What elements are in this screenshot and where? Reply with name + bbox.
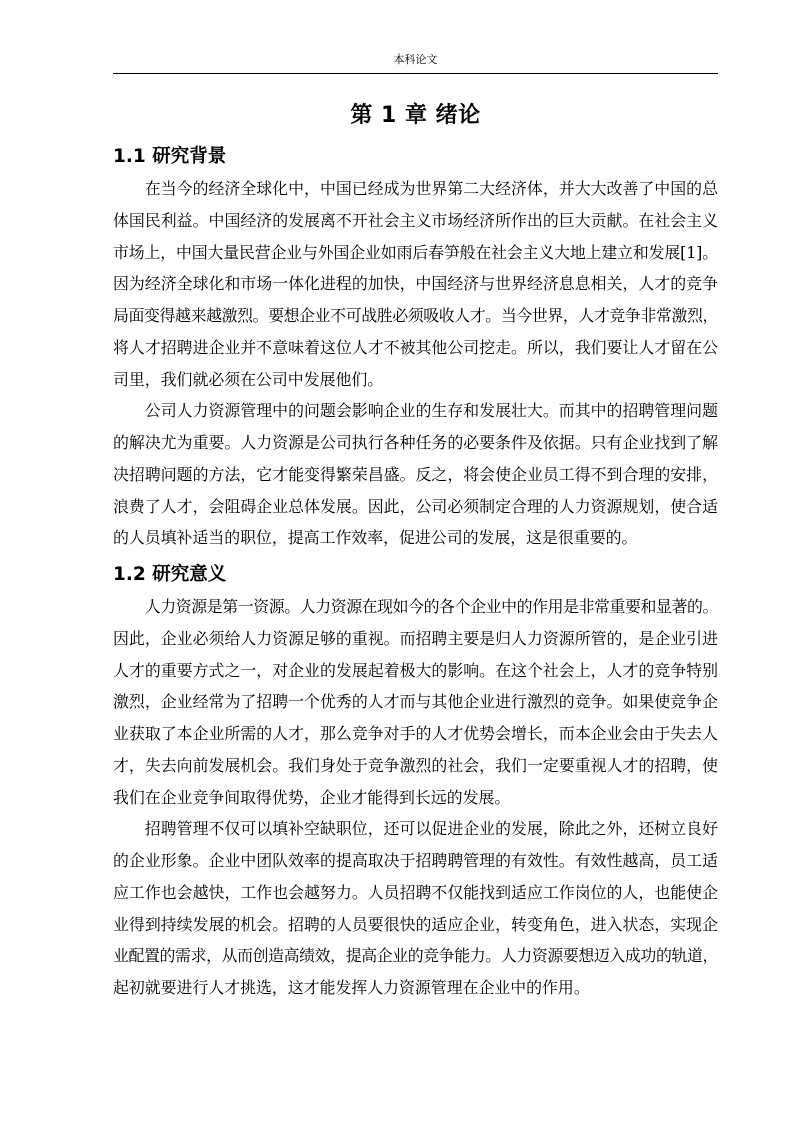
text-line xyxy=(113,522,718,554)
section-heading: 1.1 研究背景 xyxy=(113,146,227,167)
section-2 xyxy=(113,559,718,1004)
line-text: 市场上，中国大量民营企业与外国企业如雨后春笋般在社会主义大地上建立和发展[1]。 xyxy=(113,242,718,262)
paragraph xyxy=(113,591,718,813)
text-line xyxy=(113,813,718,845)
header-rule xyxy=(113,73,718,74)
paragraph xyxy=(113,395,718,554)
line-text: 因为经济全球化和市场一体化进程的加快，中国经济与世界经济息息相关，人才的竞争 xyxy=(113,274,718,294)
line-text: 业获取了本企业所需的人才，那么竞争对手的人才优势会增长，而本企业会由于失去人 xyxy=(113,724,718,743)
text-line xyxy=(113,491,718,523)
text-line xyxy=(113,718,718,750)
line-text: 业配置的需求，从而创造高绩效，提高企业的竞争能力。人力资源要想迈入成功的轨道， xyxy=(113,946,718,966)
line-text: 浪费了人才，会阻碍企业总体发展。因此，公司必须制定合理的人力资源规划，使合适 xyxy=(113,496,718,516)
text-line xyxy=(113,591,718,623)
line-text: 应工作也会越快，工作也会越努力。人员招聘不仅能找到适应工作岗位的人，也能使企 xyxy=(113,882,718,902)
section-1 xyxy=(113,141,718,554)
text-line xyxy=(113,686,718,718)
line-text: 决招聘问题的方法，它才能变得繁荣昌盛。反之，将会使企业员工得不到合理的安排， xyxy=(113,464,718,484)
line-text: 的人员填补适当的职位，提高工作效率，促进公司的发展，这是很重要的。 xyxy=(113,528,638,548)
page-body xyxy=(113,96,718,1004)
text-line xyxy=(113,940,718,972)
text-line xyxy=(113,268,718,300)
line-text: 才，失去向前发展机会。我们身处于竞争激烈的社会，我们一定要重视人才的招聘，使 xyxy=(113,755,718,775)
text-line xyxy=(113,972,718,1004)
text-line xyxy=(113,427,718,459)
chapter-title: 第 1 章 绪论 xyxy=(350,103,481,128)
text-line xyxy=(113,623,718,655)
text-line xyxy=(113,395,718,427)
running-header: 本科论文 xyxy=(393,53,438,66)
line-text: 招聘管理不仅可以填补空缺职位，还可以促进企业的发展，除此之外，还树立良好 xyxy=(144,819,718,839)
text-line xyxy=(113,655,718,687)
text-line xyxy=(113,332,718,364)
text-line xyxy=(113,459,718,491)
line-text: 我们在企业竞争间取得优势，企业才能得到长远的发展。 xyxy=(113,787,511,807)
line-text: 司里，我们就必须在公司中发展他们。 xyxy=(113,369,384,389)
text-line xyxy=(113,205,718,237)
text-line xyxy=(113,877,718,909)
line-text: 在当今的经济全球化中，中国已经成为世界第二大经济体，并大大改善了中国的总 xyxy=(144,179,718,198)
paragraph xyxy=(113,173,718,395)
line-text: 将人才招聘进企业并不意味着这位人才不被其他公司挖走。所以，我们要让人才留在公 xyxy=(113,337,718,357)
text-line xyxy=(113,300,718,332)
line-text: 的企业形象。企业中团队效率的提高取决于招聘聘管理的有效性。有效性越高，员工适 xyxy=(113,851,718,870)
text-line xyxy=(113,364,718,396)
line-text: 业得到持续发展的机会。招聘的人员要很快的适应企业，转变角色，进入状态，实现企 xyxy=(113,914,718,934)
line-text: 体国民利益。中国经济的发展离不开社会主义市场经济所作出的巨大贡献。在社会主义 xyxy=(113,210,718,230)
line-text: 人力资源是第一资源。人力资源在现如今的各个企业中的作用是非常重要和显著的。 xyxy=(144,597,718,616)
line-text: 的解决尤为重要。人力资源是公司执行各种任务的必要条件及依据。只有企业找到了解 xyxy=(113,433,718,452)
text-line xyxy=(113,909,718,941)
text-line xyxy=(113,750,718,782)
section-heading: 1.2 研究意义 xyxy=(113,564,227,585)
line-text: 激烈，企业经常为了招聘一个优秀的人才而与其他企业进行激烈的竞争。如果使竞争企 xyxy=(113,692,718,712)
line-text: 起初就要进行人才挑选，这才能发挥人力资源管理在企业中的作用。 xyxy=(113,978,590,997)
line-text: 局面变得越来越激烈。要想企业不可战胜必须吸收人才。当今世界，人才竞争非常激烈， xyxy=(113,306,718,325)
line-text: 因此，企业必须给人力资源足够的重视。而招聘主要是归人力资源所管的，是企业引进 xyxy=(113,628,718,648)
text-line xyxy=(113,173,718,205)
line-text: 人才的重要方式之一，对企业的发展起着极大的影响。在这个社会上，人才的竞争特别 xyxy=(113,660,718,680)
text-line xyxy=(113,845,718,877)
line-text: 公司人力资源管理中的问题会影响企业的生存和发展壮大。而其中的招聘管理问题 xyxy=(144,401,718,421)
paragraph xyxy=(113,813,718,1004)
text-line xyxy=(113,782,718,814)
text-line xyxy=(113,237,718,269)
